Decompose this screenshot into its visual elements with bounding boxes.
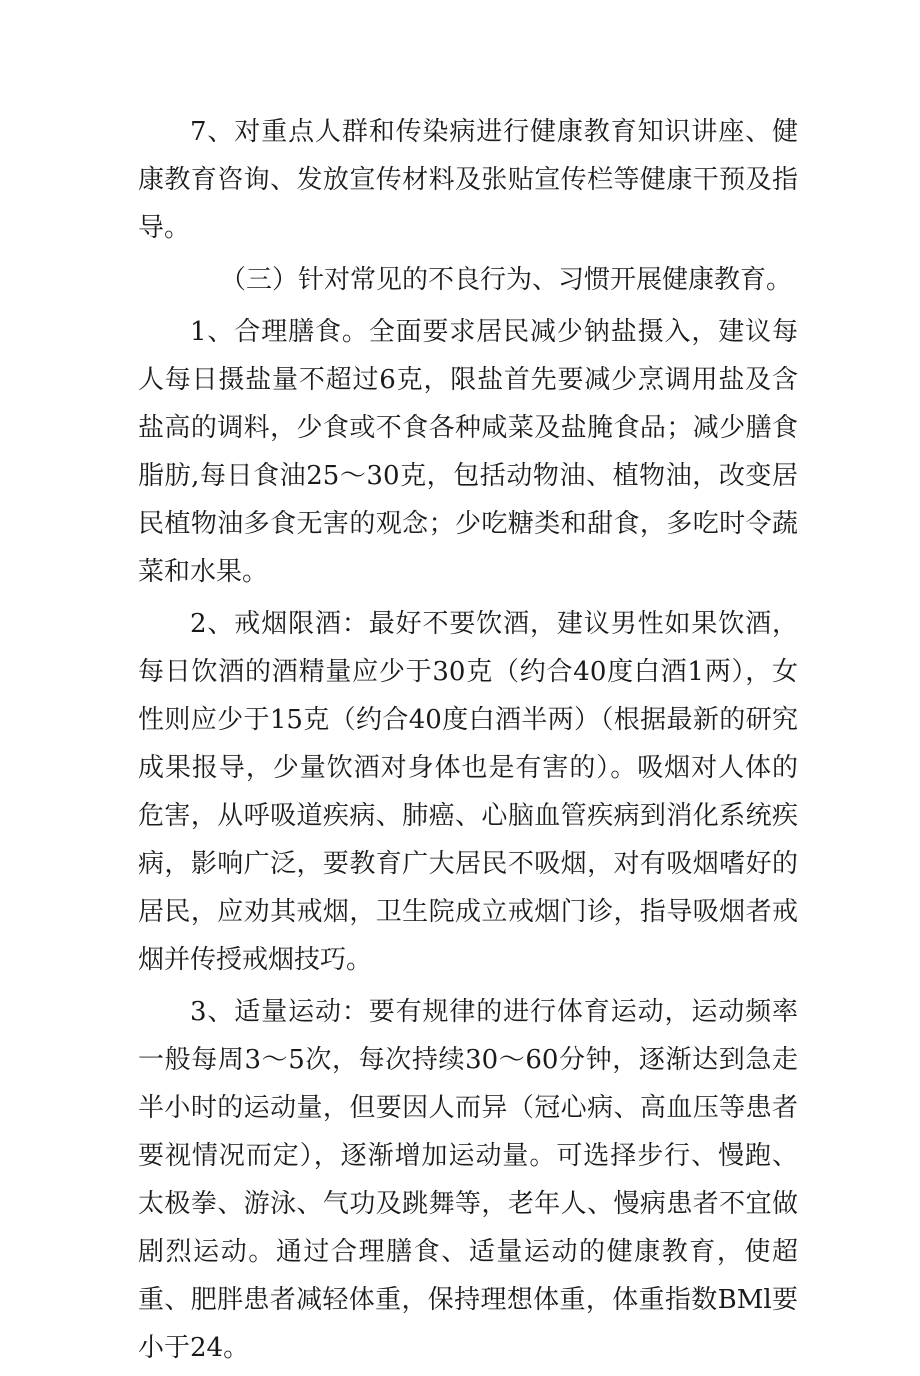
paragraph-item-2-smoking-drinking: 2、戒烟限酒：最好不要饮酒，建议男性如果饮酒，每日饮酒的酒精量应少于30克（约合40度白酒1两），女性则应少于15克（约合40度白酒半两）（根据最新的研究成果报导，少量饮酒对身体也是有害的）。吸烟对人体的危害，从呼吸道疾病、肺癌、心脑血管疾病到消化系统疾病，影响广泛，要教育广大居民不吸烟，对有吸烟嗜好的居民，应劝其戒烟，卫生院成立戒烟门诊，指导吸烟者戒烟并传授戒烟技巧。: [138, 609, 798, 975]
paragraph-item-3-exercise: 3、适量运动：要有规律的进行体育运动，运动频率一般每周3～5次，每次持续30～60分钟，逐渐达到急走半小时的运动量，但要因人而异（冠心病、高血压等患者要视情况而定），逐渐增加运动量。可选择步行、慢跑、太极拳、游泳、气功及跳舞等，老年人、慢病患者不宜做剧烈运动。通过合理膳食、适量运动的健康教育，使超重、肥胖患者减轻体重，保持理想体重，体重指数BMl要小于24。: [138, 997, 798, 1363]
paragraph-item-7: 7、对重点人群和传染病进行健康教育知识讲座、健康教育咨询、发放宣传材料及张贴宣传栏等健康干预及指导。: [138, 117, 798, 243]
section-heading-3: （三）针对常见的不良行为、习惯开展健康教育。: [220, 265, 793, 295]
paragraph-item-1-diet: 1、合理膳食。全面要求居民减少钠盐摄入，建议每人每日摄盐量不超过6克，限盐首先要减少烹调用盐及含盐高的调料，少食或不食各种咸菜及盐腌食品；减少膳食脂肪,每日食油25～30克，包括动物油、植物油，改变居民植物油多食无害的观念；少吃糖类和甜食，多吃时令蔬菜和水果。: [138, 317, 798, 587]
document-body: [138, 108, 798, 1376]
